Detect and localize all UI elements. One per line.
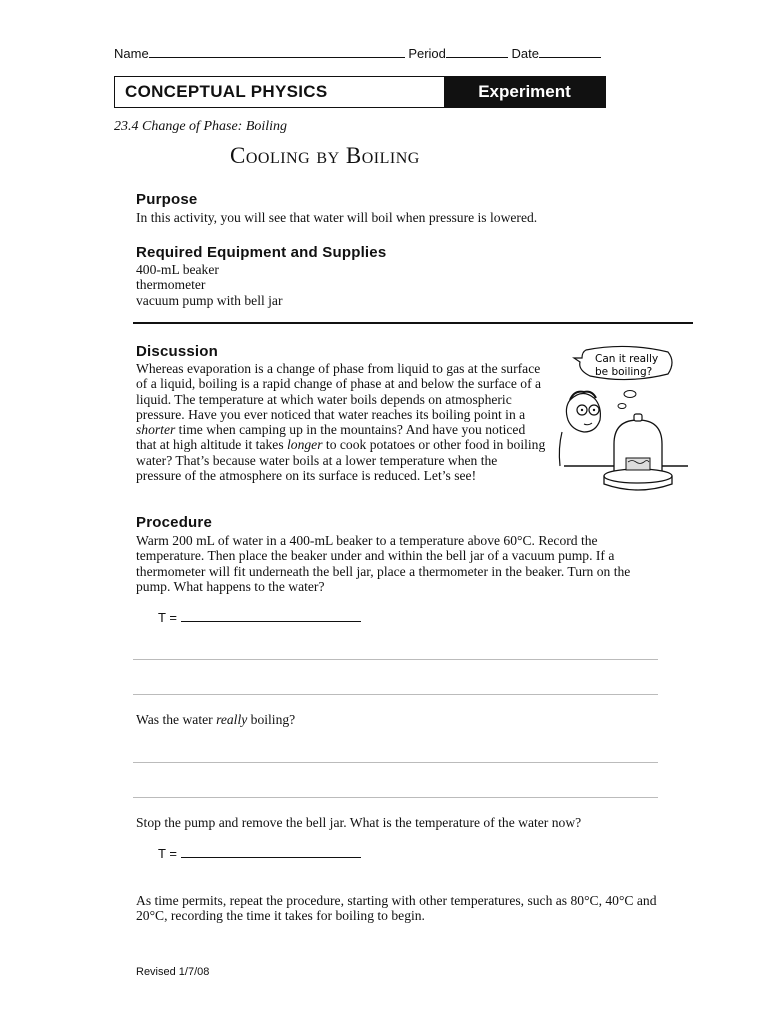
temperature-entry-2 <box>158 845 361 861</box>
answer-line[interactable] <box>133 762 658 763</box>
discussion-heading: Discussion <box>136 343 219 360</box>
temperature-label: T = <box>158 846 177 861</box>
section-divider <box>133 322 693 324</box>
equipment-list <box>136 262 282 308</box>
course-banner <box>114 76 606 108</box>
course-title: CONCEPTUAL PHYSICS <box>125 82 328 101</box>
period-field[interactable] <box>446 45 508 58</box>
temperature-entry-1 <box>158 609 361 625</box>
discussion-text: Whereas evaporation is a change of phase from liquid to gas at the surface of a liquid, boiling is a rapid change of phase at and below the surface of a liquid. The temperature at which water boils depends on atmospheric pressure. Have you ever noticed that water reaches its boiling point in a shorter time when camping up in the mountains? And have you noticed that at high altitude it takes longer to cook potatoes or other food in boiling water? That’s because water boils at a lower temperature when the pressure of the atmosphere on its surface is reduced. Let’s see! <box>136 361 546 484</box>
name-field[interactable] <box>149 45 405 58</box>
answer-line[interactable] <box>133 797 658 798</box>
date-label: Date <box>511 46 539 61</box>
page-title: Cooling by Boiling <box>230 143 420 168</box>
question-really-boiling: Was the water really boiling? <box>136 712 296 727</box>
purpose-heading: Purpose <box>136 191 198 208</box>
temperature-field-1[interactable] <box>181 609 361 622</box>
list-item: vacuum pump with bell jar <box>136 292 283 308</box>
temperature-label: T = <box>158 610 177 625</box>
answer-line[interactable] <box>133 694 658 695</box>
period-label: Period <box>408 46 446 61</box>
section-reference: 23.4 Change of Phase: Boiling <box>114 119 288 134</box>
bubble-text-1: Can it really <box>595 353 659 365</box>
question-stop-pump: Stop the pump and remove the bell jar. What is the temperature of the water now? <box>136 815 582 830</box>
equipment-heading: Required Equipment and Supplies <box>136 244 387 261</box>
purpose-text: In this activity, you will see that water will boil when pressure is lowered. <box>136 210 538 225</box>
name-period-date-row <box>114 45 601 61</box>
experiment-label: Experiment <box>444 77 605 107</box>
list-item: 400-mL beaker <box>136 262 219 277</box>
date-field[interactable] <box>539 45 601 58</box>
revision-date: Revised 1/7/08 <box>136 966 210 978</box>
procedure-heading: Procedure <box>136 514 212 531</box>
answer-line[interactable] <box>133 659 658 660</box>
procedure-text: Warm 200 mL of water in a 400-mL beaker to a temperature above 60°C. Record the temperature. Then place the beaker under and within the bell jar of a vacuum pump. If a thermometer will fit underneath the bell jar, place a thermometer in the beaker. Turn on the pump. What happens to the water? <box>136 533 631 594</box>
temperature-field-2[interactable] <box>181 845 361 858</box>
list-item: thermometer <box>136 277 206 293</box>
repeat-instructions: As time permits, repeat the procedure, starting with other temperatures, such as 80°C, 40°C and 20°C, recording the time it takes for boiling to begin. <box>136 893 657 924</box>
bubble-text-2: be boiling? <box>595 366 653 378</box>
name-label: Name <box>114 46 149 61</box>
scientist-bell-jar-cartoon <box>556 344 692 496</box>
